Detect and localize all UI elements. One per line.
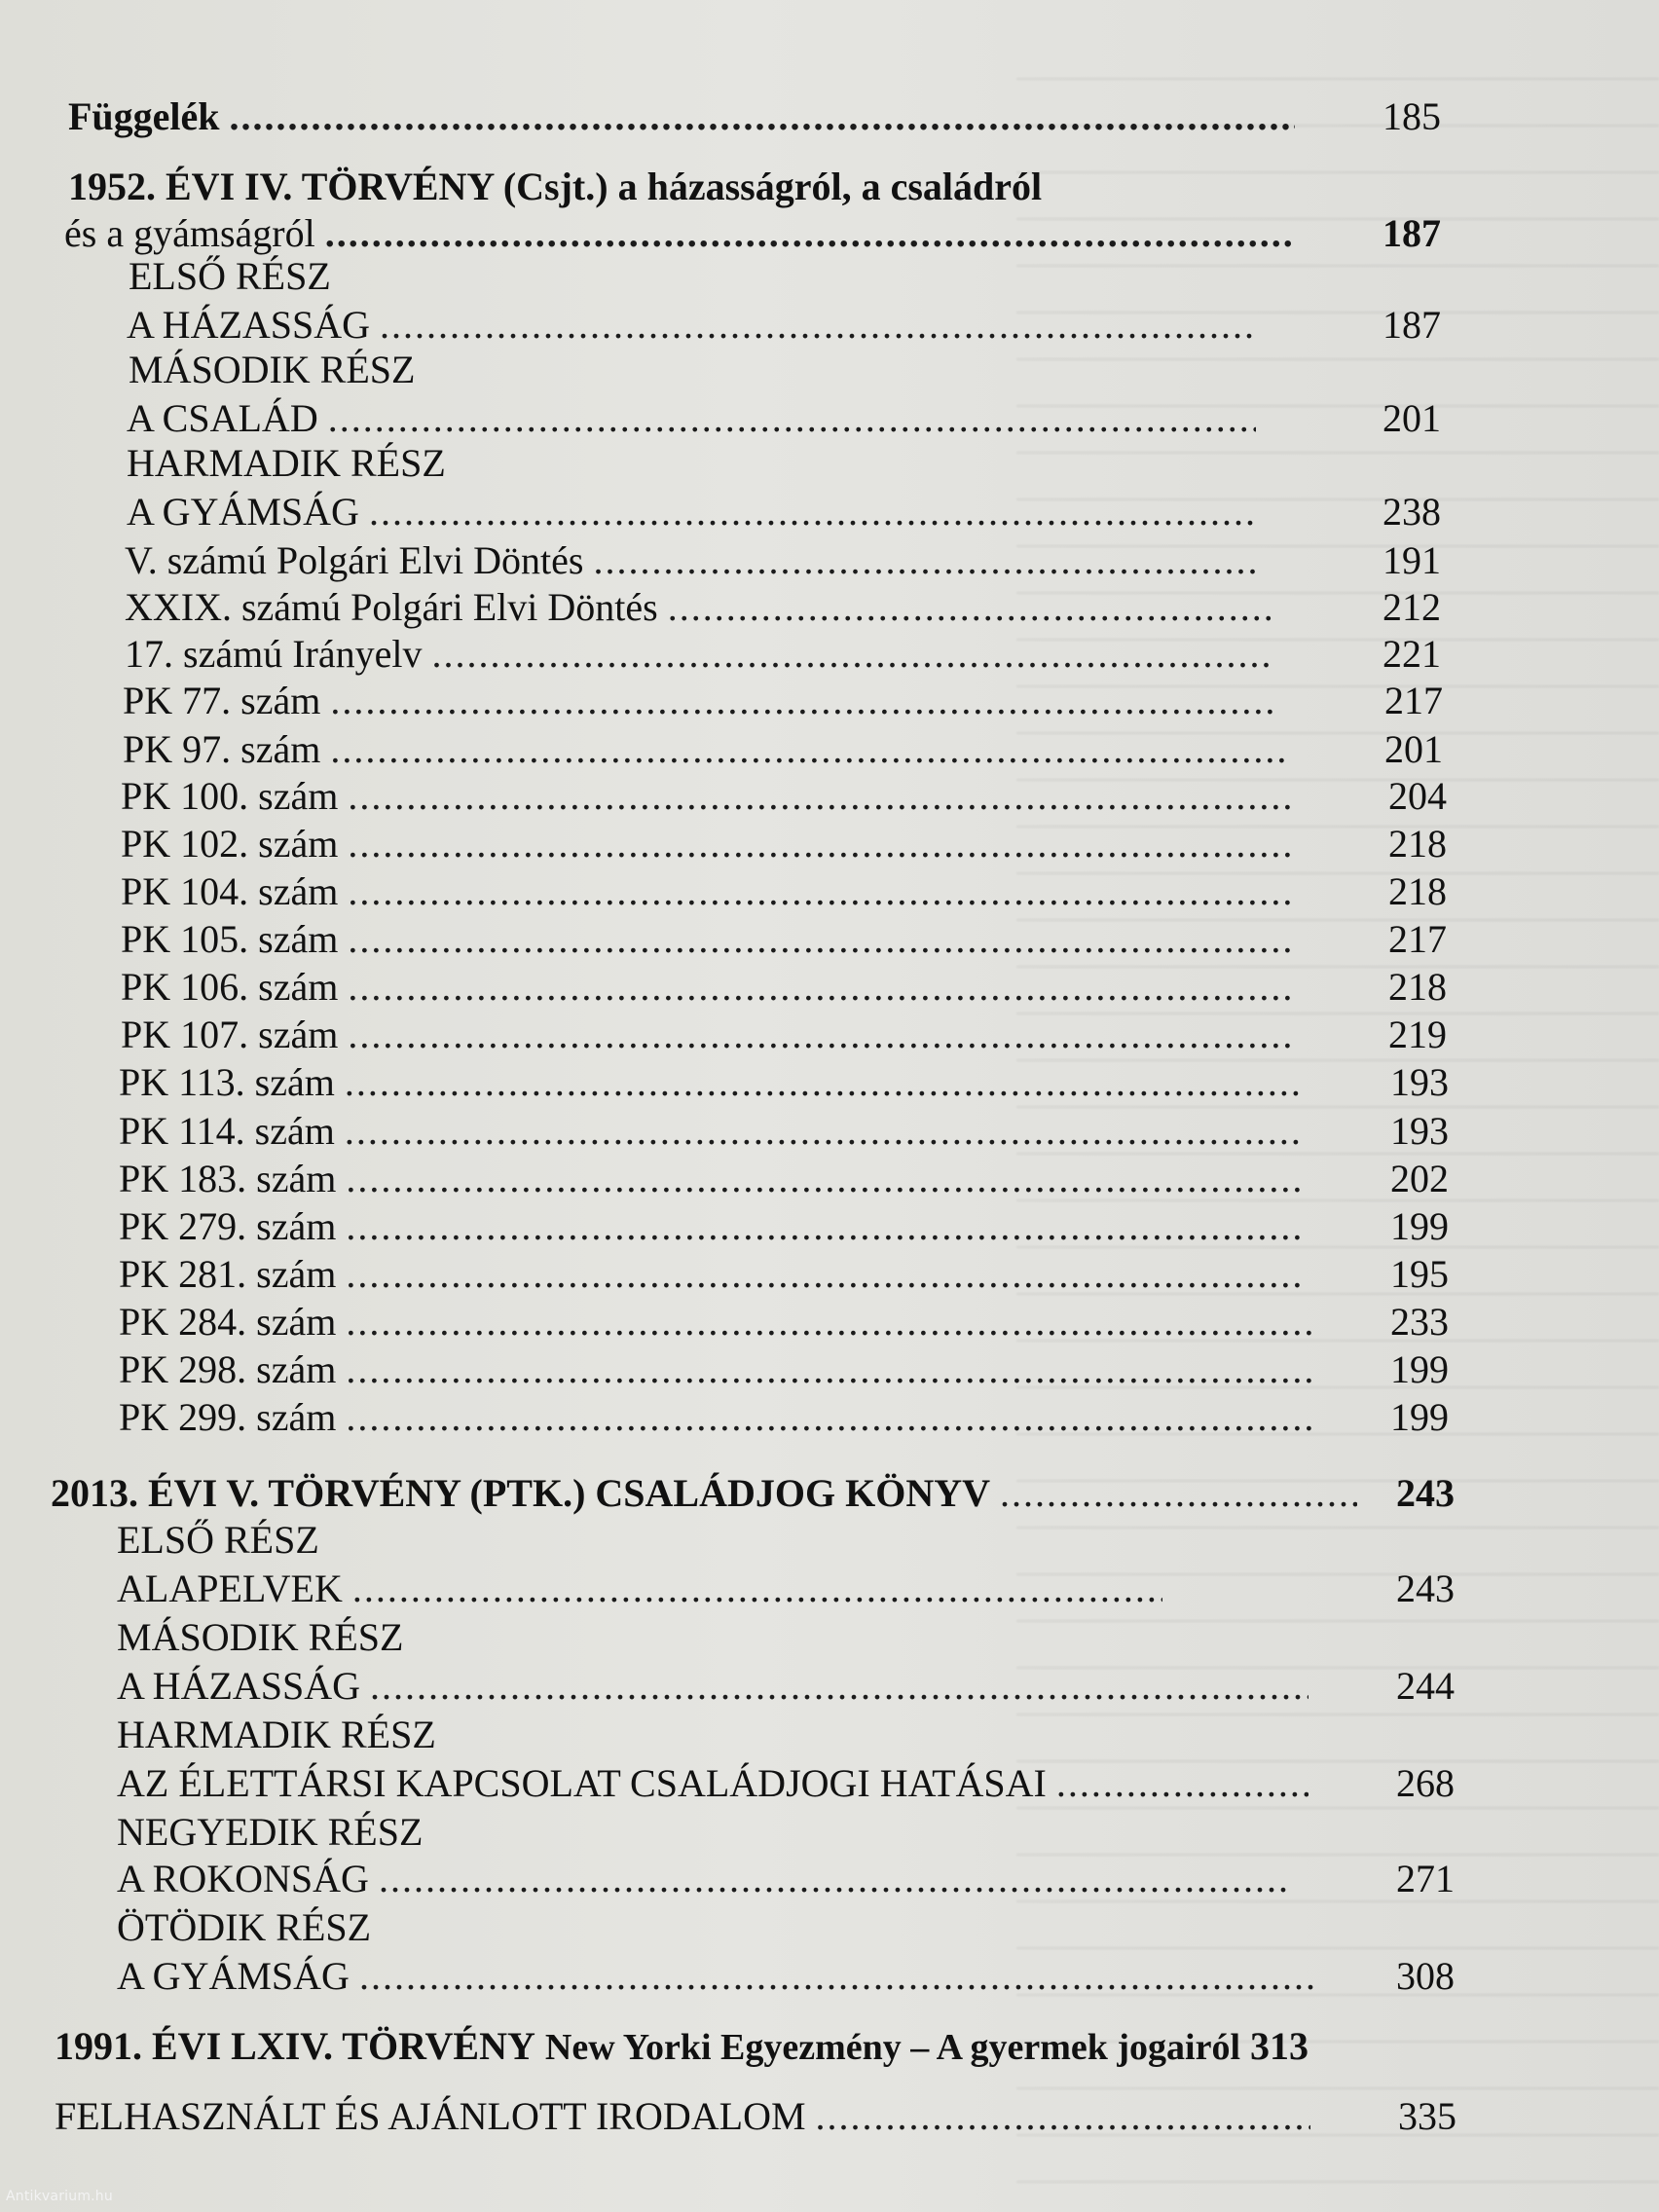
toc-title: PK 284. szám — [119, 1300, 337, 1344]
part-heading: MÁSODIK RÉSZ — [117, 1615, 404, 1659]
leader-dots — [346, 1346, 1312, 1393]
toc-title: PK 105. szám — [121, 917, 339, 961]
toc-page-number: 187 — [1382, 303, 1441, 347]
toc-entry-fuggelek — [68, 93, 1441, 140]
toc-entry-item — [121, 773, 1447, 820]
leader-dots — [348, 1012, 1291, 1058]
leader-dots — [348, 916, 1291, 963]
toc-entry-part — [117, 1663, 1455, 1710]
toc-page-number: 243 — [1396, 1567, 1455, 1610]
toc-entry-part — [117, 1566, 1455, 1612]
watermark: Antikvarium.hu — [6, 2189, 113, 2204]
leader-dots — [593, 537, 1256, 584]
leader-dots — [345, 1059, 1303, 1106]
toc-entry-item — [121, 821, 1447, 867]
toc-title: PK 104. szám — [121, 869, 339, 913]
toc-entry-item — [119, 1108, 1449, 1155]
toc-entry-item — [121, 964, 1447, 1011]
leader-dots — [380, 302, 1256, 349]
toc-page-number: 212 — [1382, 585, 1441, 629]
toc-page-number: 238 — [1382, 490, 1441, 534]
leader-dots — [325, 210, 1295, 257]
leader-dots — [1056, 1760, 1309, 1807]
leader-dots — [346, 1299, 1312, 1346]
toc-page-number: 268 — [1396, 1761, 1455, 1805]
toc-page-number: 199 — [1390, 1395, 1449, 1439]
toc-page-number: 199 — [1390, 1204, 1449, 1248]
toc-entry-item — [121, 1012, 1447, 1058]
toc-entry-newyork — [55, 2023, 1456, 2071]
toc-entry-item — [121, 916, 1447, 963]
toc-title: PK 183. szám — [119, 1157, 337, 1200]
toc-title: V. számú Polgári Elvi Döntés — [125, 538, 584, 582]
toc-entry-ptk — [51, 1470, 1455, 1517]
toc-page-number: 308 — [1396, 1954, 1455, 1998]
leader-dots — [230, 93, 1295, 140]
toc-title: New Yorki Egyezmény – A gyermek jogairól — [544, 2027, 1241, 2068]
toc-title: A GYÁMSÁG — [117, 1954, 350, 1998]
toc-title: A CSALÁD — [127, 396, 318, 440]
leader-dots — [359, 1953, 1318, 2000]
leader-dots — [348, 821, 1291, 867]
toc-title: PK 279. szám — [119, 1204, 337, 1248]
leader-dots — [369, 489, 1256, 535]
leader-dots — [352, 1566, 1162, 1612]
toc-title: PK 299. szám — [119, 1395, 337, 1439]
toc-title: PK 107. szám — [121, 1013, 339, 1056]
toc-entry-item — [125, 631, 1441, 678]
toc-page-number: 201 — [1384, 727, 1443, 771]
toc-title: PK 113. szám — [119, 1060, 335, 1104]
toc-page-number: 201 — [1382, 396, 1441, 440]
part-heading: ÖTÖDIK RÉSZ — [117, 1905, 372, 1949]
toc-entry-item — [125, 584, 1441, 631]
toc-title: Függelék — [68, 94, 220, 138]
toc-page-number: 185 — [1382, 94, 1441, 138]
toc-title: és a gyámságról — [64, 211, 315, 255]
leader-dots — [1000, 1470, 1357, 1517]
toc-page-number: 219 — [1388, 1013, 1447, 1056]
toc-page-number: 193 — [1390, 1060, 1449, 1104]
toc-page-number: 217 — [1388, 917, 1447, 961]
leader-dots — [330, 726, 1287, 773]
toc-page-number: 218 — [1388, 822, 1447, 866]
leader-dots — [668, 584, 1275, 631]
toc-entry-item — [123, 678, 1443, 724]
leader-dots — [346, 1156, 1303, 1202]
toc-page-number: 191 — [1382, 538, 1441, 582]
toc-entry-item — [123, 726, 1443, 773]
toc-entry-item — [119, 1299, 1449, 1346]
toc-page-number: 199 — [1390, 1347, 1449, 1391]
toc-page-number: 195 — [1390, 1252, 1449, 1296]
toc-title: A ROKONSÁG — [117, 1857, 369, 1900]
toc-page-number: 218 — [1388, 965, 1447, 1009]
toc-page-number: 202 — [1390, 1157, 1449, 1200]
toc-title: A HÁZASSÁG — [117, 1664, 361, 1708]
toc-page-number: 233 — [1390, 1300, 1449, 1344]
toc-entry-item — [119, 1203, 1449, 1250]
toc-title-bold: 1991. ÉVI LXIV. TÖRVÉNY — [55, 2024, 535, 2068]
part-heading: ELSŐ RÉSZ — [129, 254, 331, 298]
toc-page-number: 218 — [1388, 869, 1447, 913]
toc-entry-item — [121, 868, 1447, 915]
toc-entry-item — [119, 1156, 1449, 1202]
toc-title: AZ ÉLETTÁRSI KAPCSOLAT CSALÁDJOGI HATÁSAI — [117, 1761, 1047, 1805]
toc-page-number: 193 — [1390, 1109, 1449, 1153]
toc-page-number: 244 — [1396, 1664, 1455, 1708]
toc-title: PK 97. szám — [123, 727, 321, 771]
leader-dots — [379, 1856, 1289, 1902]
toc-entry-part — [117, 1953, 1455, 2000]
toc-page-number: 313 — [1250, 2024, 1309, 2068]
toc-page-number: 243 — [1396, 1471, 1455, 1515]
toc-entry-irodalom — [55, 2093, 1456, 2140]
part-heading: ELSŐ RÉSZ — [117, 1518, 319, 1562]
toc-page-number: 335 — [1398, 2094, 1456, 2138]
toc-title: ALAPELVEK — [117, 1567, 343, 1610]
toc-page-number: 217 — [1384, 679, 1443, 722]
toc-title: PK 106. szám — [121, 965, 339, 1009]
leader-dots — [370, 1663, 1309, 1710]
leader-dots — [348, 868, 1291, 915]
toc-title: PK 102. szám — [121, 822, 339, 866]
toc-title: PK 77. szám — [123, 679, 321, 722]
toc-entry-part — [127, 395, 1441, 442]
toc-title: 17. számú Irányelv — [125, 632, 423, 676]
toc-title: 2013. ÉVI V. TÖRVÉNY (PTK.) CSALÁDJOG KÖNYV — [51, 1471, 990, 1515]
toc-title: A GYÁMSÁG — [127, 490, 359, 534]
toc-entry-csjt — [64, 210, 1441, 257]
leader-dots — [330, 678, 1277, 724]
toc-page-number: 271 — [1396, 1857, 1455, 1900]
part-heading: HARMADIK RÉSZ — [127, 441, 446, 485]
toc-entry-part — [117, 1856, 1455, 1902]
toc-title: PK 114. szám — [119, 1109, 335, 1153]
toc-page-number: 204 — [1388, 774, 1447, 818]
toc-entry-item — [119, 1394, 1449, 1441]
toc-entry-item — [119, 1346, 1449, 1393]
leader-dots — [346, 1203, 1303, 1250]
toc-entry-part — [127, 302, 1441, 349]
leader-dots — [348, 773, 1291, 820]
toc-entry-item — [119, 1251, 1449, 1298]
leader-dots — [431, 631, 1275, 678]
leader-dots — [346, 1251, 1303, 1298]
toc-entry-item — [119, 1059, 1449, 1106]
leader-dots — [816, 2093, 1310, 2140]
toc-title: PK 281. szám — [119, 1252, 337, 1296]
toc-title: FELHASZNÁLT ÉS AJÁNLOTT IRODALOM — [55, 2094, 806, 2138]
toc-title-csjt-line1: 1952. ÉVI IV. TÖRVÉNY (Csjt.) a házasságról, a családról — [68, 165, 1043, 208]
toc-page-number: 221 — [1382, 632, 1441, 676]
toc-title: XXIX. számú Polgári Elvi Döntés — [125, 585, 658, 629]
leader-dots — [328, 395, 1256, 442]
toc-title: A HÁZASSÁG — [127, 303, 371, 347]
leader-dots — [345, 1108, 1303, 1155]
toc-page-number: 187 — [1382, 211, 1441, 255]
leader-dots — [348, 964, 1291, 1011]
toc-title: PK 100. szám — [121, 774, 339, 818]
toc-entry-part — [127, 489, 1441, 535]
part-heading: MÁSODIK RÉSZ — [129, 348, 416, 391]
part-heading: NEGYEDIK RÉSZ — [117, 1810, 424, 1854]
part-heading: HARMADIK RÉSZ — [117, 1713, 436, 1756]
toc-title: PK 298. szám — [119, 1347, 337, 1391]
toc-entry-item — [125, 537, 1441, 584]
toc-entry-part — [117, 1760, 1455, 1807]
leader-dots — [346, 1394, 1312, 1441]
